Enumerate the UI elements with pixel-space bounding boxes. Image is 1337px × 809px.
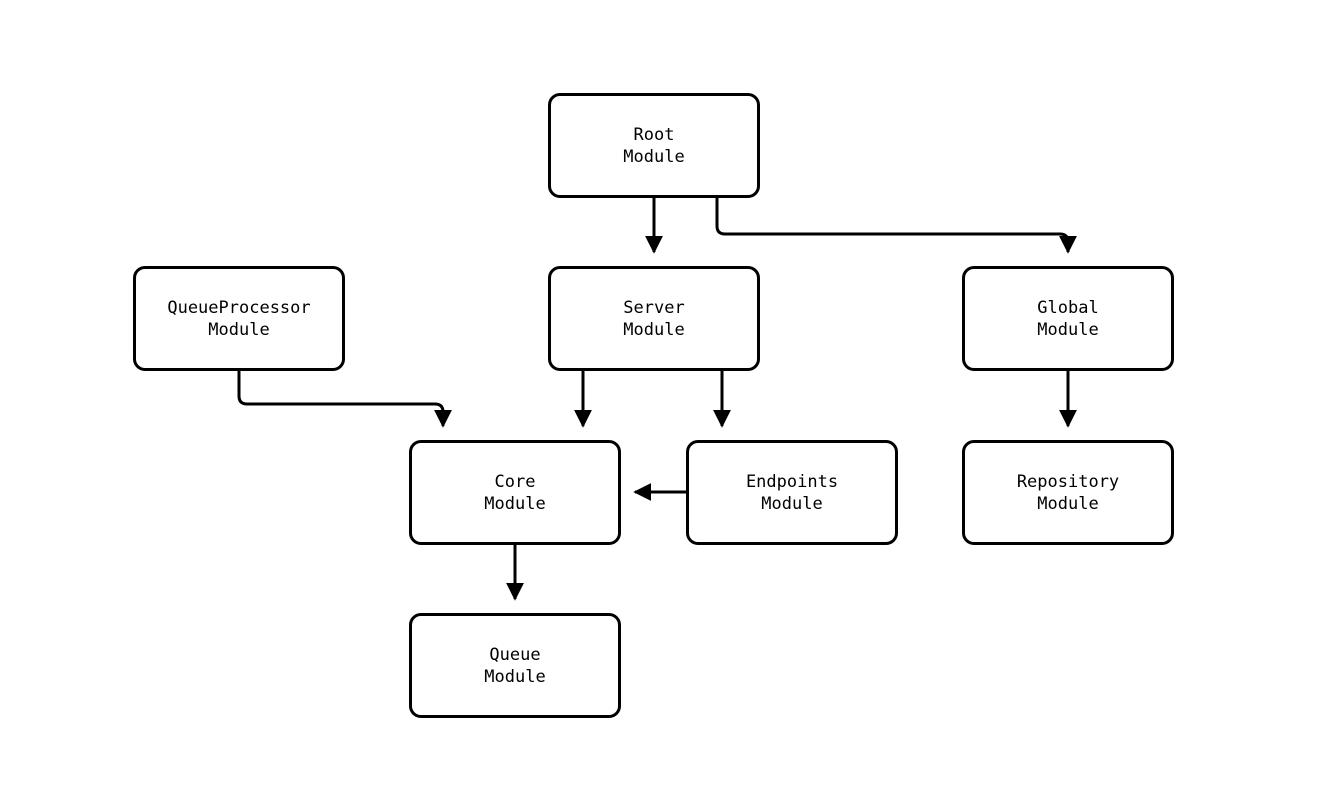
node-server-module[interactable] <box>548 266 760 371</box>
edge-queueprocessor-to-core <box>239 371 443 426</box>
node-endpoints-module-line2: Module <box>761 493 823 514</box>
node-server-module-line1: Server <box>623 297 685 318</box>
node-queueprocessor-module[interactable] <box>133 266 345 371</box>
node-endpoints-module[interactable] <box>686 440 898 545</box>
node-global-module-line1: Global <box>1037 297 1099 318</box>
node-queueprocessor-module-line1: QueueProcessor <box>167 297 311 318</box>
node-queueprocessor-module-line2: Module <box>208 319 270 340</box>
node-root-module[interactable] <box>548 93 760 198</box>
node-repository-module-line1: Repository <box>1016 471 1120 492</box>
node-repository-module[interactable] <box>962 440 1174 545</box>
node-repository-module-line2: Module <box>1037 493 1099 514</box>
edge-root-to-global <box>717 198 1068 252</box>
node-core-module-line2: Module <box>484 493 546 514</box>
node-global-module-line2: Module <box>1037 319 1099 340</box>
node-core-module-line1: Core <box>494 471 536 492</box>
node-core-module[interactable] <box>409 440 621 545</box>
node-root-module-line1: Root <box>633 124 675 145</box>
node-queue-module[interactable] <box>409 613 621 718</box>
node-queue-module-line2: Module <box>484 666 546 687</box>
node-endpoints-module-line1: Endpoints <box>745 471 839 492</box>
node-root-module-line2: Module <box>623 146 685 167</box>
node-queue-module-line1: Queue <box>489 644 541 665</box>
node-global-module[interactable] <box>962 266 1174 371</box>
node-server-module-line2: Module <box>623 319 685 340</box>
